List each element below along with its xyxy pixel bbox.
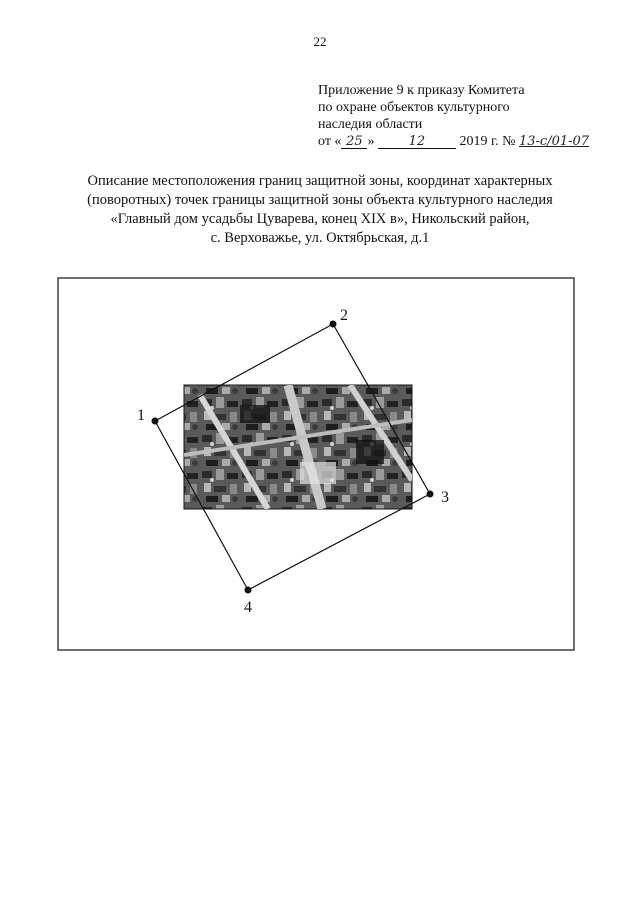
appendix-line-2: по охране объектов культурного <box>318 100 510 115</box>
point-2-label: 2 <box>340 307 348 324</box>
title-line-4: с. Верховажье, ул. Октябрьская, д.1 <box>210 230 430 246</box>
title-line-1: Описание местоположения границ защитной зоны, координат характерных <box>87 173 553 189</box>
point-1-label: 1 <box>137 407 145 424</box>
point-3-marker <box>427 491 434 498</box>
order-number: 13-с/01-07 <box>518 134 590 149</box>
point-4-marker <box>245 587 252 594</box>
day-handwritten: 25 <box>346 134 363 149</box>
month-field <box>378 133 456 149</box>
appendix-line-3: наследия области <box>318 117 423 132</box>
year-text: 2019 г. № <box>459 134 516 149</box>
appendix-header <box>318 82 589 150</box>
document-title <box>40 172 600 248</box>
point-3-label: 3 <box>441 489 449 506</box>
title-line-3: «Главный дом усадьбы Цуварева, конец XIX в», Никольский район, <box>110 211 530 227</box>
appendix-date-row <box>318 133 589 150</box>
date-prefix: от « <box>318 134 342 149</box>
month-handwritten: 12 <box>408 134 426 149</box>
appendix-line-1: Приложение 9 к приказу Комитета <box>318 83 525 98</box>
page-number: 22 <box>313 34 327 49</box>
title-line-2: (поворотных) точек границы защитной зоны объекта культурного наследия <box>87 192 553 208</box>
point-2-marker <box>330 321 337 328</box>
point-4-label: 4 <box>244 599 252 616</box>
point-1-marker <box>152 418 159 425</box>
day-field <box>341 133 367 149</box>
date-day-close: » <box>367 134 375 149</box>
